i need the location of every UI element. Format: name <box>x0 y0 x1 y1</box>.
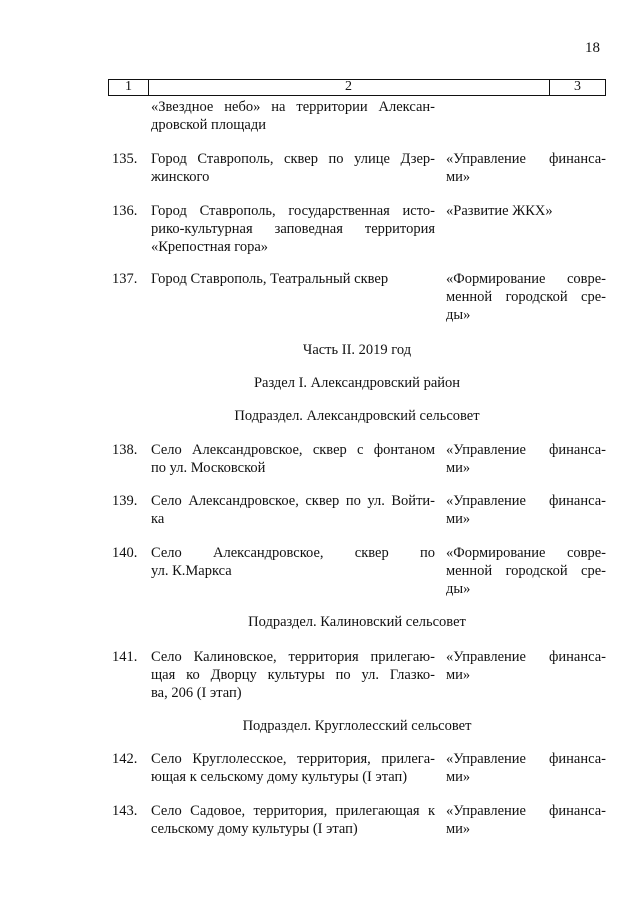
row-138-number: 138. <box>112 442 138 458</box>
row-139-name-line-1: Село Александровское, сквер по ул. Войти- <box>151 493 435 509</box>
row-136-program-line-1: «Развитие ЖКХ» <box>446 203 553 219</box>
row-143-number: 143. <box>112 803 138 819</box>
continuation-line-1: «Звездное небо» на территории Алексан- <box>151 99 435 115</box>
header-col-1: 1 <box>109 80 149 95</box>
row-139-program-line-1: «Управление финанса- <box>446 493 606 509</box>
row-136-name-line-1: Город Ставрополь, государственная исто- <box>151 203 435 219</box>
row-142-name-line-2: ющая к сельскому дому культуры (I этап) <box>151 769 408 785</box>
row-137-program-line-3: ды» <box>446 307 471 323</box>
row-141-name-line-2: щая ко Дворцу культуры по ул. Глазко- <box>151 667 435 683</box>
row-136-name-line-2: рико-культурная заповедная территория <box>151 221 435 237</box>
row-142-number: 142. <box>112 751 138 767</box>
row-142-program-line-2: ми» <box>446 769 471 785</box>
row-135-program-line-1: «Управление финанса- <box>446 151 606 167</box>
row-143-name-line-2: сельскому дому культуры (I этап) <box>151 821 358 837</box>
table-header-row <box>108 79 606 96</box>
page-number: 18 <box>585 40 600 56</box>
row-138-name-line-1: Село Александровское, сквер с фонтаном <box>151 442 435 458</box>
row-135-name-line-2: жинского <box>151 169 210 185</box>
header-col-3: 3 <box>574 79 581 94</box>
row-139-number: 139. <box>112 493 138 509</box>
row-140-name-line-2: ул. К.Маркса <box>151 563 232 579</box>
row-136-number: 136. <box>112 203 138 219</box>
row-139-name-line-2: ка <box>151 511 165 527</box>
row-138-program-line-1: «Управление финанса- <box>446 442 606 458</box>
continuation-line-2: дровской площади <box>151 117 267 133</box>
row-140-program-line-1: «Формирование совре- <box>446 545 606 561</box>
subsection-heading-kalinovsky: Подраздел. Калиновский сельсовет <box>248 614 466 630</box>
row-135-program-line-2: ми» <box>446 169 471 185</box>
subsection-heading-alexandrovsky: Подраздел. Александровский сельсовет <box>234 408 480 424</box>
row-141-number: 141. <box>112 649 138 665</box>
row-139-program-line-2: ми» <box>446 511 471 527</box>
row-140-program-line-2: менной городской сре- <box>446 563 606 579</box>
row-137-program-line-2: менной городской сре- <box>446 289 606 305</box>
row-143-name-line-1: Село Садовое, территория, прилегающая к <box>151 803 435 819</box>
row-142-program-line-1: «Управление финанса- <box>446 751 606 767</box>
section-heading: Раздел I. Александровский район <box>253 375 461 391</box>
row-135-number: 135. <box>112 151 138 167</box>
part-heading: Часть II. 2019 год <box>302 342 412 358</box>
row-137-program-line-1: «Формирование совре- <box>446 271 606 287</box>
row-141-name-line-3: ва, 206 (I этап) <box>151 685 242 701</box>
row-142-name-line-1: Село Круглолесское, территория, прилега- <box>151 751 435 767</box>
row-141-program-line-1: «Управление финанса- <box>446 649 606 665</box>
row-143-program-line-1: «Управление финанса- <box>446 803 606 819</box>
row-141-program-line-2: ми» <box>446 667 471 683</box>
row-140-program-line-3: ды» <box>446 581 471 597</box>
row-143-program-line-2: ми» <box>446 821 471 837</box>
row-135-name-line-1: Город Ставрополь, сквер по улице Дзер- <box>151 151 435 167</box>
row-140-name-line-1: Село Александровское, сквер по <box>151 545 435 561</box>
row-141-name-line-1: Село Калиновское, территория прилегаю- <box>151 649 435 665</box>
header-col-2: 2 <box>148 80 550 95</box>
row-138-program-line-2: ми» <box>446 460 471 476</box>
subsection-heading-kruglolessky: Подраздел. Круглолесский сельсовет <box>242 718 472 734</box>
row-140-number: 140. <box>112 545 138 561</box>
row-137-name-line-1: Город Ставрополь, Театральный сквер <box>151 271 389 287</box>
row-136-name-line-3: «Крепостная гора» <box>151 239 269 255</box>
row-138-name-line-2: по ул. Московской <box>151 460 266 476</box>
row-137-number: 137. <box>112 271 138 287</box>
